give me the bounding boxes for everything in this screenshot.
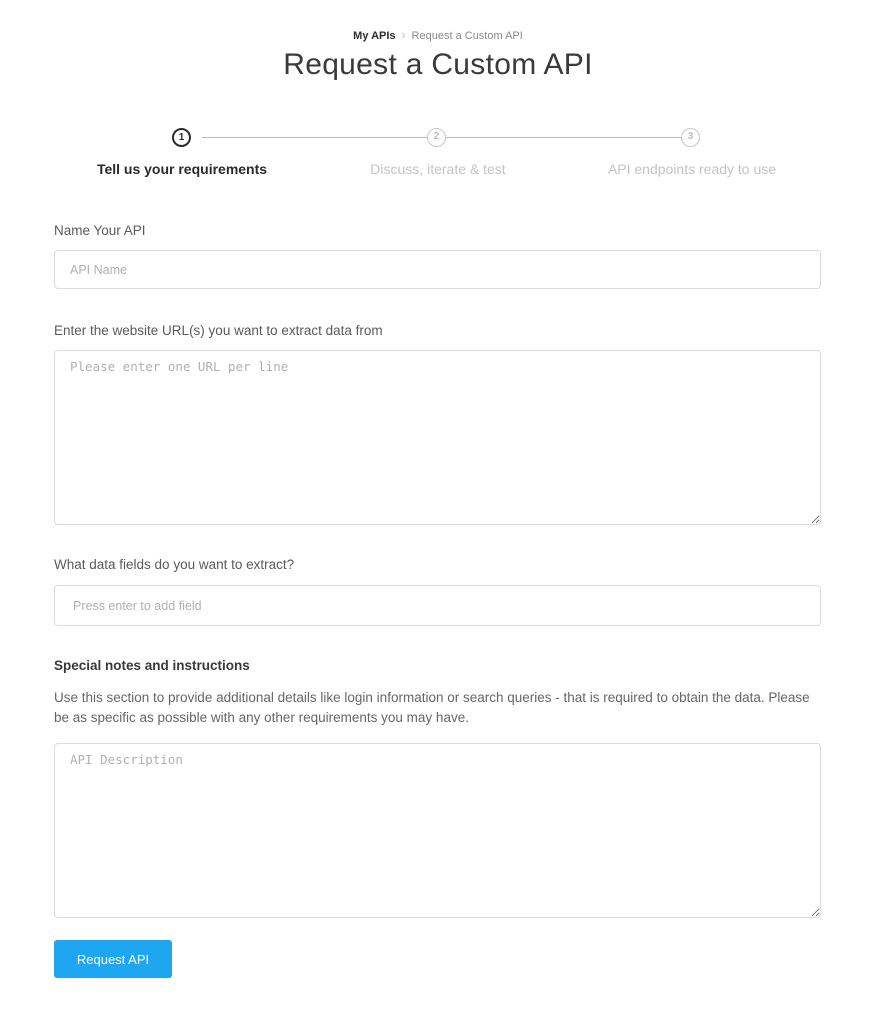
step-2-circle: 2 <box>427 128 446 147</box>
step-3-label: API endpoints ready to use <box>607 161 777 177</box>
breadcrumb-current: Request a Custom API <box>411 30 523 42</box>
step-1-circle: 1 <box>172 128 191 147</box>
request-api-button[interactable]: Request API <box>54 940 172 978</box>
data-fields-input[interactable] <box>54 585 821 626</box>
step-connector-1-2 <box>202 137 427 138</box>
urls-textarea[interactable] <box>54 350 821 525</box>
step-connector-2-3 <box>446 137 681 138</box>
page-title: Request a Custom API <box>283 48 593 81</box>
api-name-input[interactable] <box>54 250 821 289</box>
breadcrumb-my-apis-link[interactable]: My APIs <box>353 30 396 42</box>
step-2-label: Discuss, iterate & test <box>370 161 506 177</box>
progress-steps <box>0 126 876 186</box>
data-fields-label: What data fields do you want to extract? <box>54 557 295 572</box>
breadcrumb <box>0 28 876 42</box>
step-1-label: Tell us your requirements <box>96 161 268 177</box>
api-name-label: Name Your API <box>54 223 146 238</box>
special-notes-label: Special notes and instructions <box>54 658 250 673</box>
step-3-circle: 3 <box>681 128 700 147</box>
breadcrumb-separator-icon: › <box>401 28 406 42</box>
urls-label: Enter the website URL(s) you want to extract data from <box>54 323 383 338</box>
special-notes-help-text: Use this section to provide additional details like login information or search queries - that is required to obtain the data. Please be as specific as possible with any other requirements you may have. <box>54 690 810 725</box>
api-description-textarea[interactable] <box>54 743 821 918</box>
